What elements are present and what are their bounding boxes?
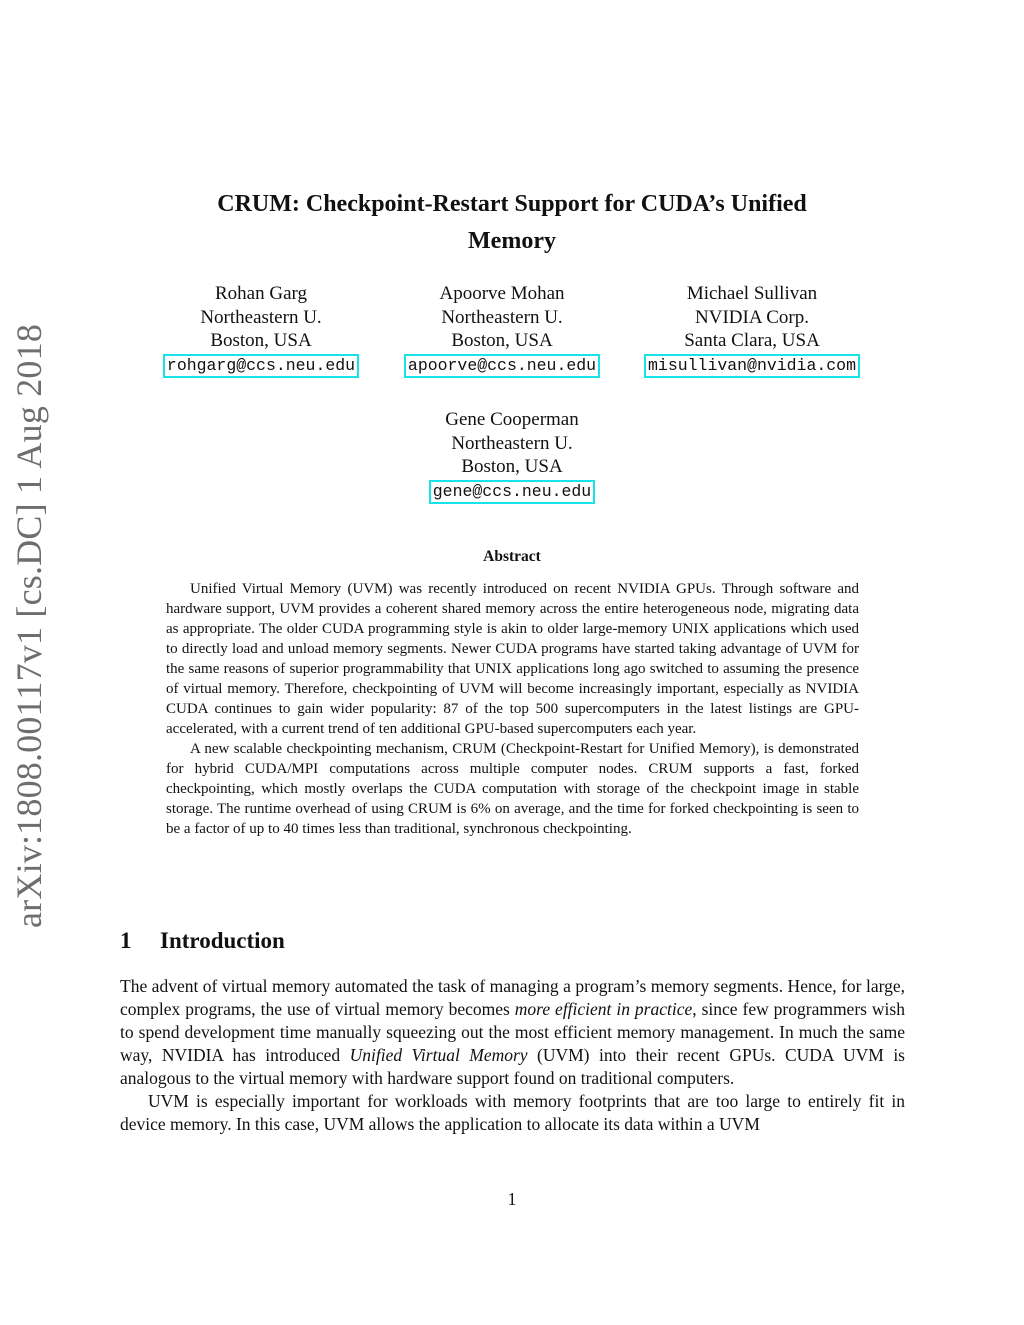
- section-heading: [120, 928, 285, 954]
- author-block: [632, 282, 872, 378]
- text-run: , since few programmers wish to spend development time manually squeezing out the most efficient memory management. In much the same way, NVIDIA has introduced: [120, 999, 905, 1065]
- emphasis-text: Unified Virtual Memory: [349, 1045, 528, 1065]
- author-block: [382, 282, 622, 378]
- author-location: Boston, USA: [210, 330, 312, 351]
- author-affiliation: NVIDIA Corp.: [695, 306, 809, 328]
- section-title: Introduction: [160, 928, 285, 953]
- author-email-link[interactable]: apoorve@ccs.neu.edu: [404, 354, 600, 378]
- author-name: Gene Cooperman: [445, 409, 579, 430]
- body-paragraph: [120, 975, 905, 1090]
- text-run: The advent of virtual memory automated the task of managing a program’s memory segments. Hence, for large, complex programs, the use of virtual memory becomes: [120, 976, 905, 1019]
- author-block: [141, 282, 381, 378]
- author-affiliation: Northeastern U.: [441, 306, 563, 328]
- author-name: Apoorve Mohan: [439, 283, 565, 304]
- author-affiliation: Northeastern U.: [200, 306, 322, 328]
- section-number: 1: [120, 928, 132, 953]
- abstract-paragraph: Unified Virtual Memory (UVM) was recently introduced on recent NVIDIA GPUs. Through software and hardware support, UVM provides a coherent shared memory across the entire heterogeneous node, migrating data as appropriate. The older CUDA programming style is akin to older large-memory UNIX applications which used to directly load and unload memory segments. Newer CUDA programs have started taking advantage of UVM for the same reasons of superior programmability that UNIX applications long ago switched to assuming the presence of virtual memory. Therefore, checkpointing of UVM will become increasingly important, especially as NVIDIA CUDA continues to gain wider popularity: 87 of the top 500 supercomputers in the latest listings are GPU-accelerated, with a current trend of ten additional GPU-based supercomputers each year.: [166, 581, 859, 737]
- arxiv-identifier: arXiv:1808.00117v1 [cs.DC] 1 Aug 2018: [9, 323, 49, 928]
- abstract-heading: Abstract: [483, 548, 541, 565]
- author-location: Boston, USA: [461, 456, 563, 477]
- title-line-1: CRUM: Checkpoint-Restart Support for CUDA’s Unified: [217, 191, 807, 217]
- author-affiliation: Northeastern U.: [451, 432, 573, 454]
- text-run: (UVM) into their recent GPUs. CUDA UVM is analogous to the virtual memory with hardware support found on traditional computers.: [120, 1045, 905, 1088]
- author-location: Santa Clara, USA: [684, 330, 820, 351]
- paper-title: [150, 186, 874, 260]
- author-email-link[interactable]: rohgarg@ccs.neu.edu: [163, 354, 359, 378]
- author-location: Boston, USA: [451, 330, 553, 351]
- emphasis-text: more efficient in practice: [514, 999, 693, 1019]
- author-email-link[interactable]: misullivan@nvidia.com: [644, 354, 860, 378]
- abstract-body: [166, 579, 859, 839]
- author-name: Michael Sullivan: [686, 283, 818, 304]
- abstract-paragraph: A new scalable checkpointing mechanism, CRUM (Checkpoint-Restart for Unified Memory), is demonstrated for hybrid CUDA/MPI computations across multiple computer nodes. CRUM supports a fast, forked checkpointing, which mostly overlaps the CUDA computation with storage of the checkpoint image in stable storage. The runtime overhead of using CRUM is 6% on average, and the time for forked checkpointing is seen to be a factor of up to 40 times less than traditional, synchronous checkpointing.: [166, 741, 859, 837]
- page-number: 1: [507, 1189, 517, 1209]
- author-email-link[interactable]: gene@ccs.neu.edu: [429, 480, 595, 504]
- author-name: Rohan Garg: [215, 283, 307, 304]
- body-paragraph: UVM is especially important for workloads with memory footprints that are too large to entirely fit in device memory. In this case, UVM allows the application to allocate its data within a UVM: [120, 1091, 905, 1134]
- title-line-2: Memory: [468, 228, 556, 254]
- author-block: [392, 408, 632, 504]
- introduction-body: [120, 975, 905, 1136]
